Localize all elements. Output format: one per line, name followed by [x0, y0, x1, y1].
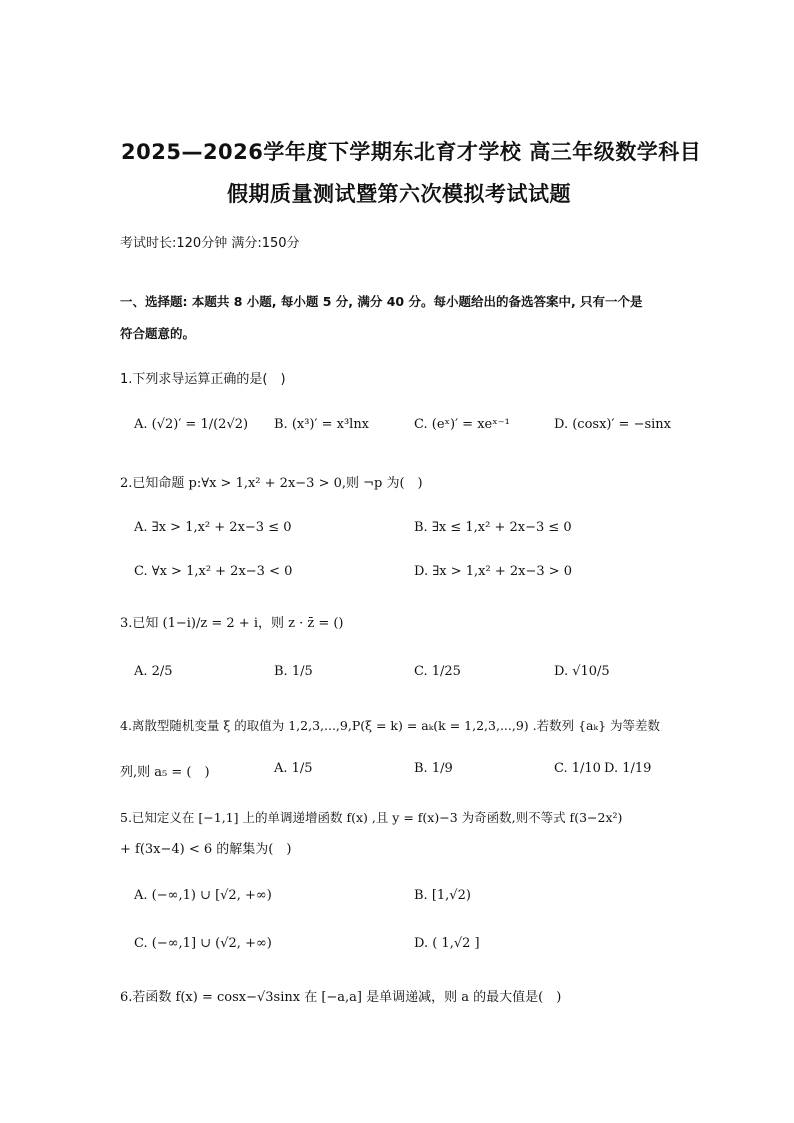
question-5-option-a: A. (−∞,1) ∪ [√2, +∞) — [134, 888, 272, 903]
question-4-stem-line-2: 列,则 a₅ = ( ) — [120, 765, 210, 780]
page-title-line-2: 假期质量测试暨第六次模拟考试试题 — [227, 182, 571, 206]
question-2-stem: 2.已知命题 p:∀x > 1,x² + 2x−3 > 0,则 ¬p 为( ) — [120, 476, 423, 491]
question-3-option-d: D. √10/5 — [554, 664, 610, 679]
question-5-option-b: B. [1,√2) — [414, 888, 471, 903]
section-heading-line-1: 一、选择题: 本题共 8 小题, 每小题 5 分, 满分 40 分。每小题给出的备选答案中, 只有一个是 — [120, 294, 643, 309]
question-3-option-a: A. 2/5 — [134, 664, 173, 679]
question-4-option-a: A. 1/5 — [274, 761, 313, 776]
question-5-option-d: D. ( 1,√2 ] — [414, 936, 480, 951]
question-5-stem-line-2: + f(3x−4) < 6 的解集为( ) — [120, 842, 292, 857]
question-2-option-c: C. ∀x > 1,x² + 2x−3 < 0 — [134, 564, 293, 579]
question-2-option-d: D. ∃x > 1,x² + 2x−3 > 0 — [414, 564, 573, 579]
question-3-stem: 3.已知 (1−i)/z = 2 + i，则 z · z̄ = () — [120, 616, 344, 631]
question-4-option-c: C. 1/10 — [554, 761, 601, 776]
question-2-option-a: A. ∃x > 1,x² + 2x−3 ≤ 0 — [134, 520, 292, 535]
question-6-stem: 6.若函数 f(x) = cosx−√3sinx 在 [−a,a] 是单调递减，则 a 的最大值是( ) — [120, 990, 562, 1005]
question-4-option-d: D. 1/19 — [604, 761, 652, 776]
question-1-option-d: D. (cosx)′ = −sinx — [554, 417, 672, 432]
question-4-stem-line-1: 4.离散型随机变量 ξ 的取值为 1,2,3,...,9,P(ξ = k) = aₖ(k = 1,2,3,...,9) .若数列 {aₖ} 为等差数 — [120, 718, 660, 733]
question-1-option-a: A. (√2)′ = 1/(2√2) — [134, 417, 249, 432]
page-title-line-1: 2025—2026学年度下学期东北育才学校 高三年级数学科目 — [121, 140, 702, 164]
question-1-option-c: C. (eˣ)′ = xeˣ⁻¹ — [414, 417, 510, 432]
exam-info: 考试时长:120分钟 满分:150分 — [120, 236, 300, 251]
question-1-stem: 1.下列求导运算正确的是( ) — [120, 372, 286, 387]
question-3-option-c: C. 1/25 — [414, 664, 461, 679]
question-5-option-c: C. (−∞,1] ∪ (√2, +∞) — [134, 936, 272, 951]
question-3-option-b: B. 1/5 — [274, 664, 313, 679]
section-heading-line-2: 符合题意的。 — [120, 326, 196, 341]
question-5-stem-line-1: 5.已知定义在 [−1,1] 上的单调递增函数 f(x) ,且 y = f(x)−3 为奇函数,则不等式 f(3−2x²) — [120, 810, 623, 825]
question-1-option-b: B. (x³)′ = x³lnx — [274, 417, 370, 432]
question-2-option-b: B. ∃x ≤ 1,x² + 2x−3 ≤ 0 — [414, 520, 572, 535]
question-4-option-b: B. 1/9 — [414, 761, 453, 776]
